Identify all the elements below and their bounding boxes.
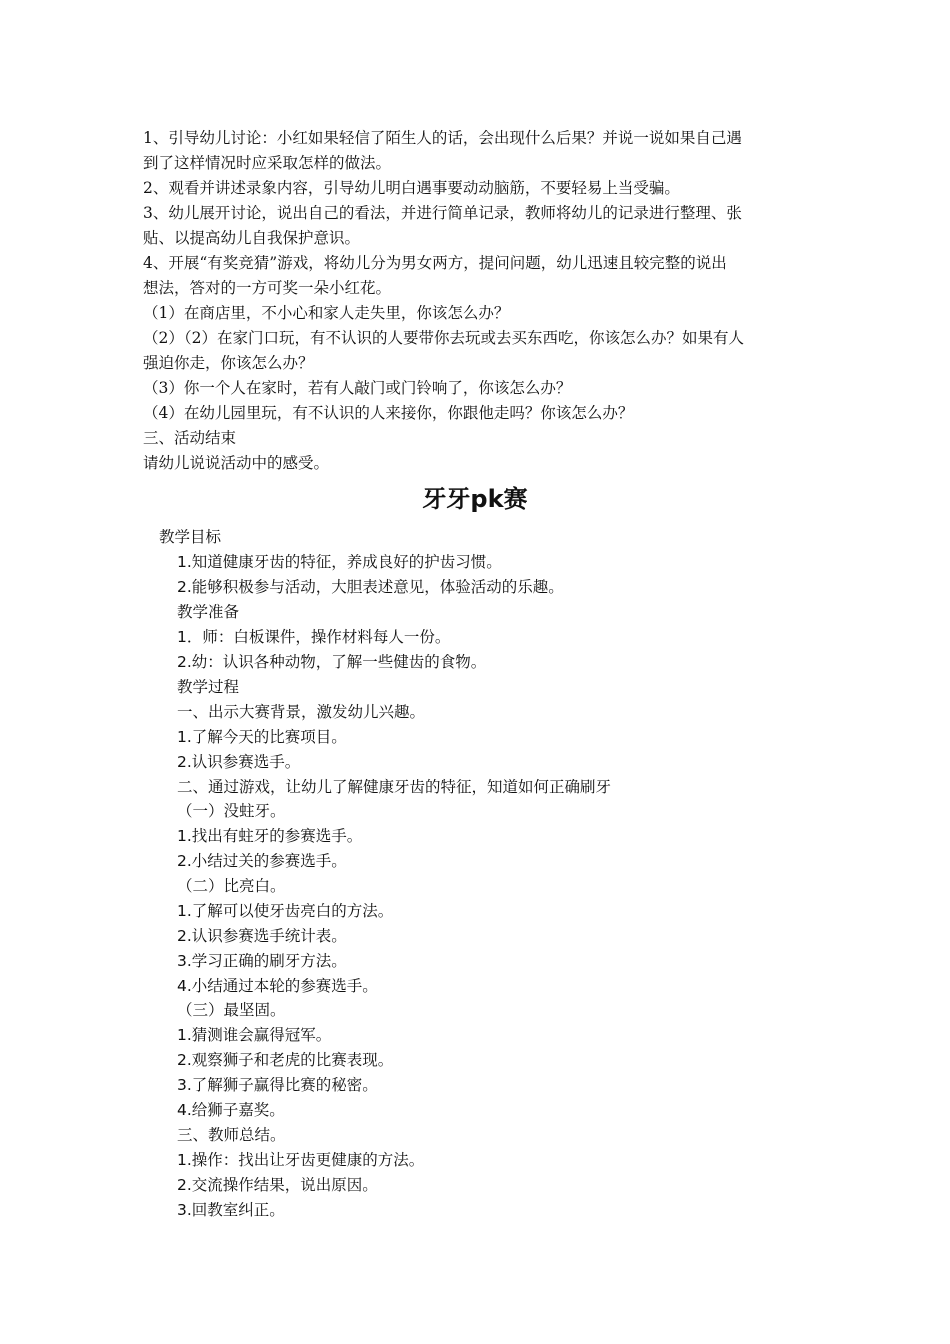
list-item: 2.认识参赛选手。 bbox=[177, 753, 301, 771]
section-heading: 三、活动结束 bbox=[143, 429, 237, 447]
list-item: 4.给狮子嘉奖。 bbox=[177, 1101, 285, 1119]
paragraph-line: 想法，答对的一方可奖一朵小红花。 bbox=[143, 279, 392, 297]
paragraph-line: 4、开展“有奖竞猜”游戏，将幼儿分为男女两方，提问问题，幼儿迅速且较完整的说出 bbox=[143, 254, 727, 272]
list-item: 2.认识参赛选手统计表。 bbox=[177, 927, 347, 945]
list-item: 2.交流操作结果，说出原因。 bbox=[177, 1176, 378, 1194]
step-heading: 二、通过游戏，让幼儿了解健康牙齿的特征，知道如何正确刷牙 bbox=[177, 778, 612, 796]
section-heading: 教学准备 bbox=[177, 603, 240, 621]
list-item: 2.小结过关的参赛选手。 bbox=[177, 852, 347, 870]
section-heading: 教学目标 bbox=[159, 528, 222, 546]
list-item: 3.回教室纠正。 bbox=[177, 1201, 285, 1219]
paragraph-line: 到了这样情况时应采取怎样的做法。 bbox=[143, 154, 392, 172]
list-item: 1.了解今天的比赛项目。 bbox=[177, 728, 347, 746]
list-item: 2.能够积极参与活动，大胆表述意见，体验活动的乐趣。 bbox=[177, 578, 564, 596]
list-item: 2.观察狮子和老虎的比赛表现。 bbox=[177, 1051, 394, 1069]
list-item: 3.学习正确的刷牙方法。 bbox=[177, 952, 347, 970]
question-item: 强迫你走，你该怎么办？ bbox=[143, 354, 314, 372]
section-heading: 教学过程 bbox=[177, 678, 240, 696]
list-item: 4.小结通过本轮的参赛选手。 bbox=[177, 977, 378, 995]
document-title: 牙牙pk赛 bbox=[422, 485, 528, 513]
sub-heading: （一）没蛀牙。 bbox=[177, 802, 286, 820]
list-item: 1.了解可以使牙齿亮白的方法。 bbox=[177, 902, 394, 920]
question-item: （3）你一个人在家时，若有人敲门或门铃响了，你该怎么办？ bbox=[143, 379, 572, 397]
paragraph-line: 2、观看并讲述录象内容，引导幼儿明白遇事要动动脑筋，不要轻易上当受骗。 bbox=[143, 179, 680, 197]
step-heading: 一、出示大赛背景，激发幼儿兴趣。 bbox=[177, 703, 426, 721]
sub-heading: （三）最坚固。 bbox=[177, 1001, 286, 1019]
sub-heading: （二）比亮白。 bbox=[177, 877, 286, 895]
list-item: 1．师：白板课件，操作材料每人一份。 bbox=[177, 628, 451, 646]
paragraph-line: 请幼儿说说活动中的感受。 bbox=[143, 454, 330, 472]
list-item: 1.猜测谁会赢得冠军。 bbox=[177, 1026, 332, 1044]
question-item: （4）在幼儿园里玩，有不认识的人来接你，你跟他走吗？你该怎么办？ bbox=[143, 404, 634, 422]
list-item: 1.操作：找出让牙齿更健康的方法。 bbox=[177, 1151, 425, 1169]
step-heading: 三、教师总结。 bbox=[177, 1126, 286, 1144]
paragraph-line: 1、引导幼儿讨论：小红如果轻信了陌生人的话，会出现什么后果？并说一说如果自己遇 bbox=[143, 129, 742, 147]
question-item: （2）（2）在家门口玩，有不认识的人要带你去玩或去买东西吃，你该怎么办？如果有人 bbox=[143, 329, 744, 347]
question-item: （1）在商店里，不小心和家人走失里，你该怎么办？ bbox=[143, 304, 510, 322]
list-item: 1.找出有蛀牙的参赛选手。 bbox=[177, 827, 363, 845]
list-item: 3.了解狮子赢得比赛的秘密。 bbox=[177, 1076, 378, 1094]
list-item: 1.知道健康牙齿的特征，养成良好的护齿习惯。 bbox=[177, 553, 502, 571]
paragraph-line: 贴、以提高幼儿自我保护意识。 bbox=[143, 229, 361, 247]
list-item: 2.幼：认识各种动物，了解一些健齿的食物。 bbox=[177, 653, 487, 671]
paragraph-line: 3、幼儿展开讨论，说出自己的看法，并进行简单记录，教师将幼儿的记录进行整理、张 bbox=[143, 204, 742, 222]
